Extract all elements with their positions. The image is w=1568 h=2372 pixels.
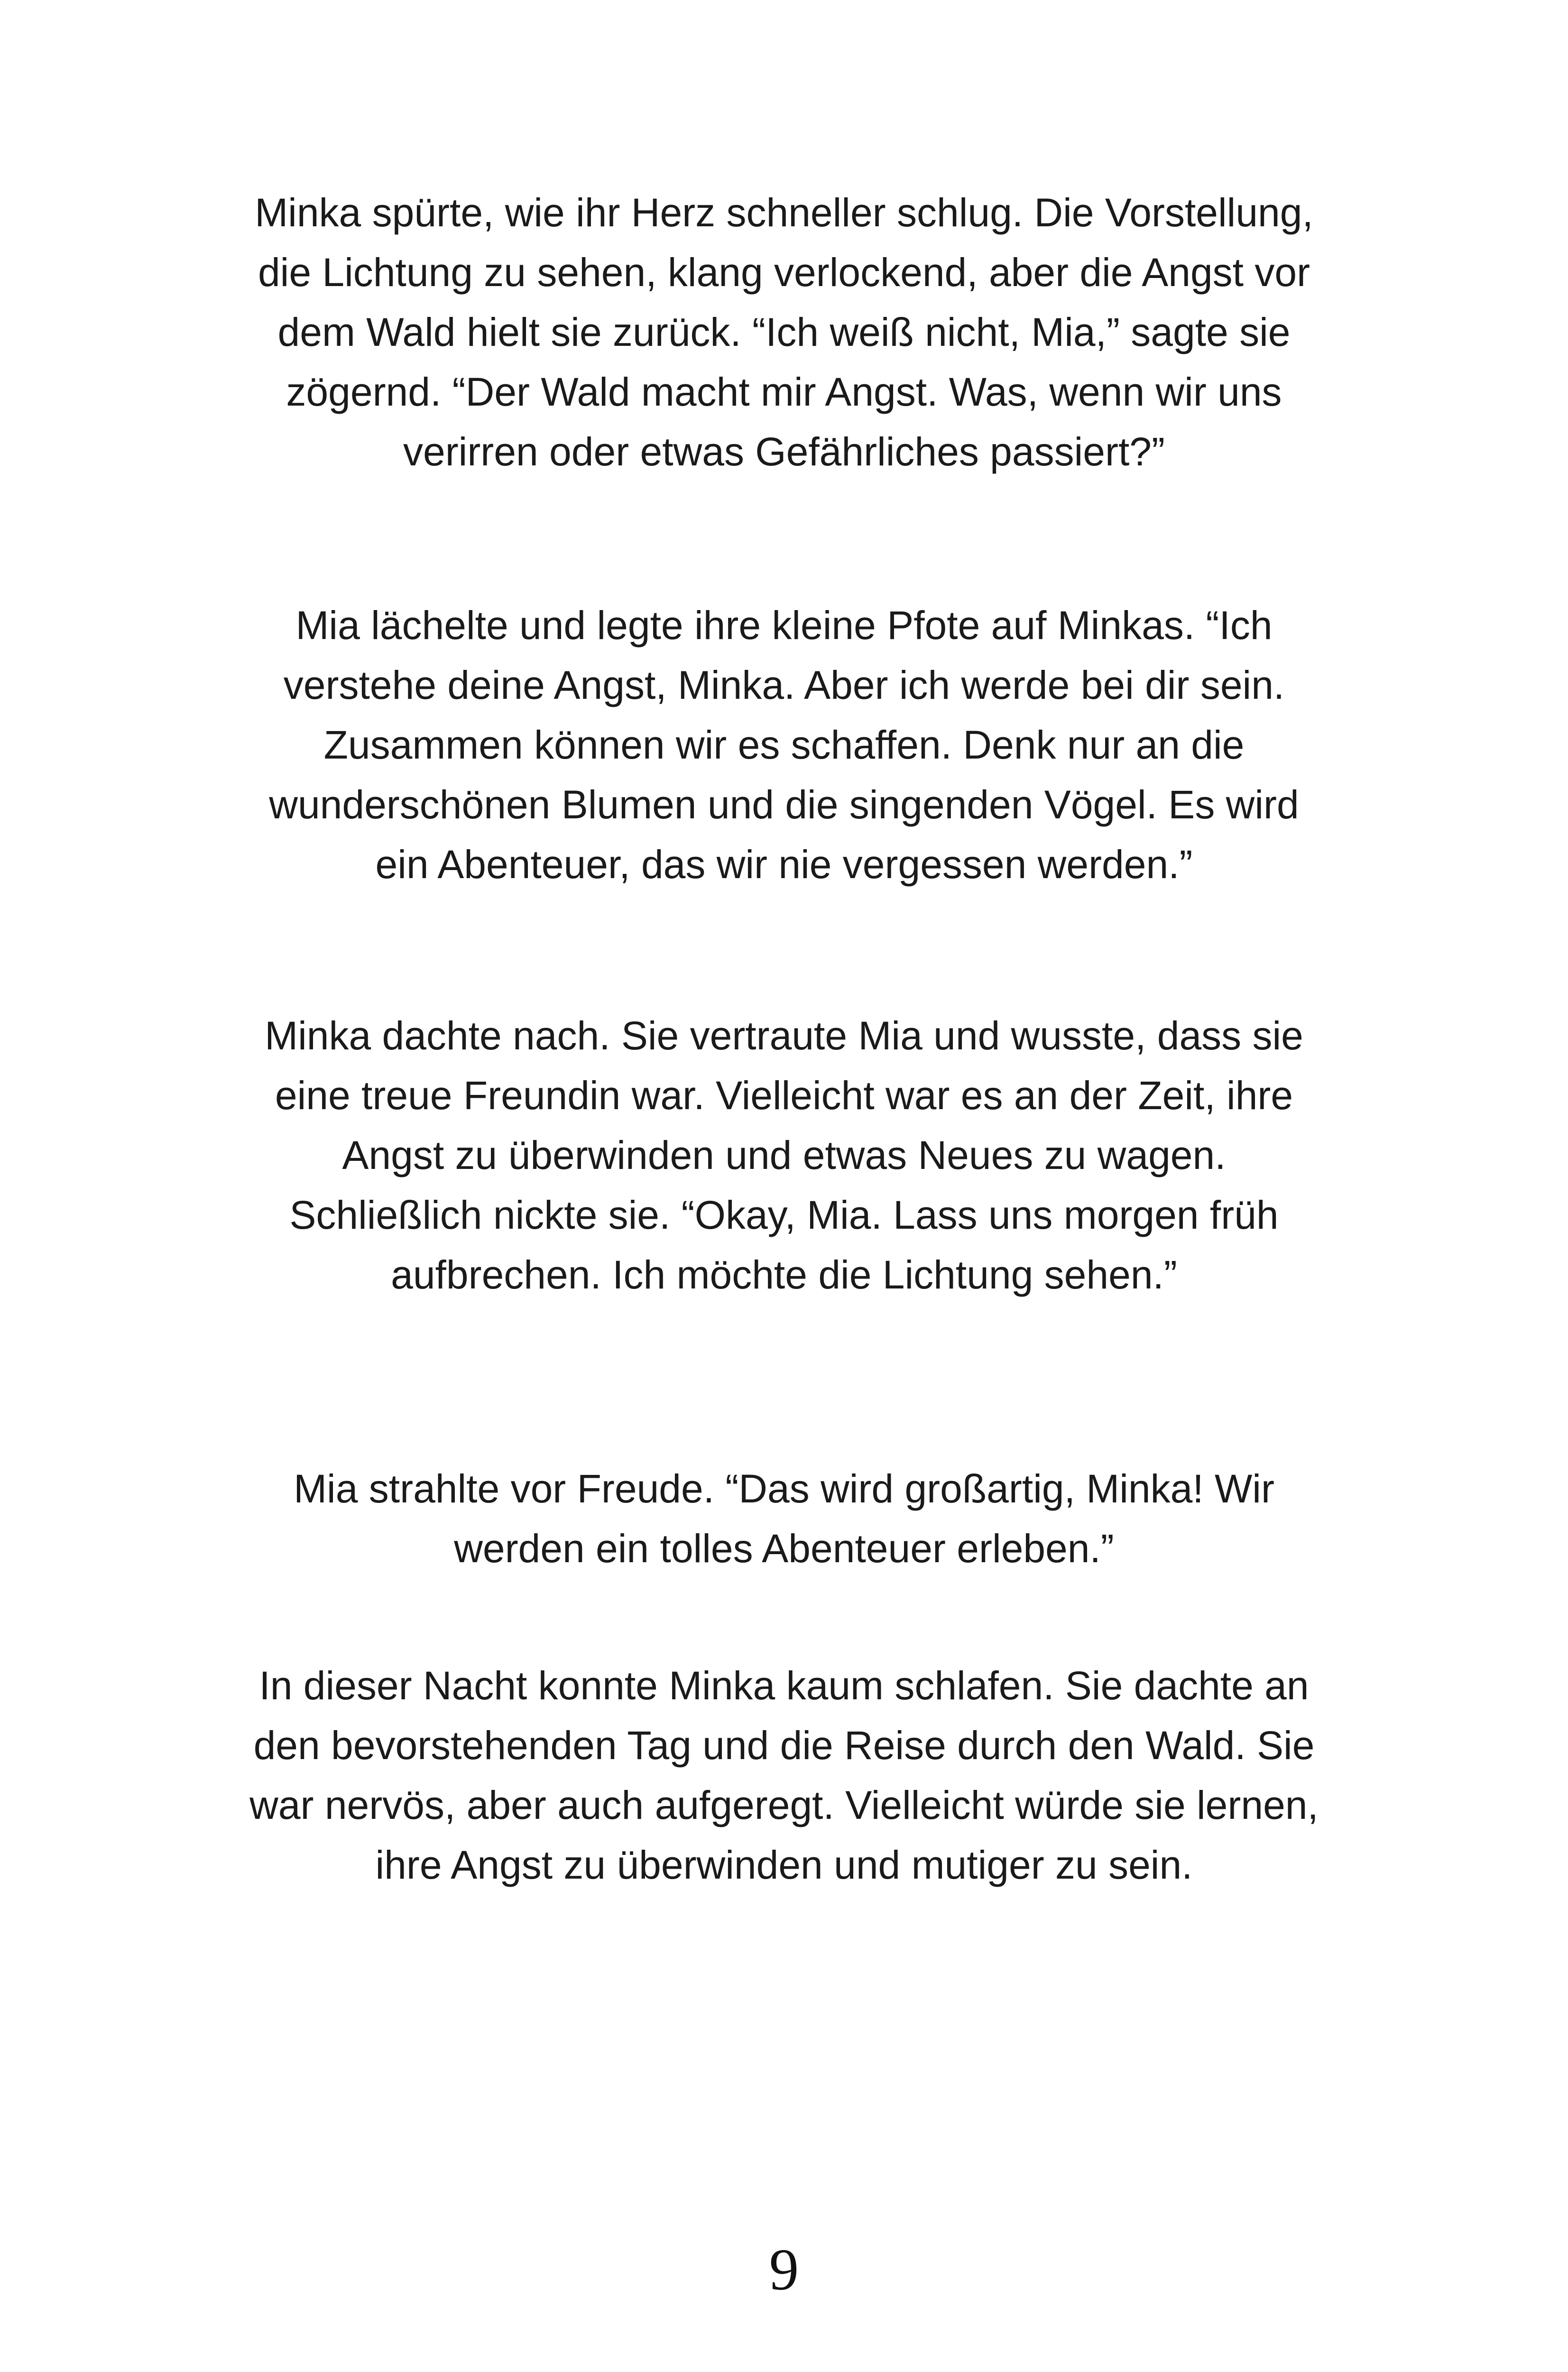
paragraph-line: werden ein tolles Abenteuer erleben.” [454, 1526, 1114, 1571]
paragraph-5 [142, 1656, 1426, 1895]
paragraph-line: Schließlich nickte sie. “Okay, Mia. Lass uns morgen früh [289, 1193, 1279, 1237]
page-number: 9 [769, 2237, 799, 2303]
paragraph-line: die Lichtung zu sehen, klang verlockend, aber die Angst vor [258, 250, 1310, 295]
paragraph-1 [142, 183, 1426, 482]
paragraph-4 [142, 1459, 1426, 1578]
paragraph-line: Mia strahlte vor Freude. “Das wird großartig, Minka! Wir [294, 1466, 1274, 1511]
paragraph-line: Minka dachte nach. Sie vertraute Mia und wusste, dass sie [265, 1013, 1303, 1058]
paragraph-line: ihre Angst zu überwinden und mutiger zu sein. [375, 1843, 1193, 1887]
paragraph-line: Minka spürte, wie ihr Herz schneller schlug. Die Vorstellung, [255, 190, 1313, 235]
paragraph-line: den bevorstehenden Tag und die Reise durch den Wald. Sie [253, 1723, 1315, 1768]
paragraph-line: aufbrechen. Ich möchte die Lichtung sehen.” [391, 1252, 1177, 1297]
paragraph-line: verstehe deine Angst, Minka. Aber ich werde bei dir sein. [283, 663, 1285, 707]
paragraph-line: zögernd. “Der Wald macht mir Angst. Was, wenn wir uns [286, 370, 1282, 414]
paragraph-line: verirren oder etwas Gefährliches passiert?” [403, 429, 1165, 474]
paragraph-line: war nervös, aber auch aufgeregt. Vielleicht würde sie lernen, [249, 1783, 1319, 1827]
paragraph-line: wunderschönen Blumen und die singenden Vögel. Es wird [269, 782, 1299, 827]
paragraph-line: dem Wald hielt sie zurück. “Ich weiß nicht, Mia,” sagte sie [277, 310, 1291, 354]
paragraph-line: Mia lächelte und legte ihre kleine Pfote auf Minkas. “Ich [295, 603, 1273, 648]
paragraph-line: eine treue Freundin war. Vielleicht war es an der Zeit, ihre [275, 1073, 1293, 1118]
paragraph-line: ein Abenteuer, das wir nie vergessen werden.” [375, 842, 1193, 887]
paragraph-line: Angst zu überwinden und etwas Neues zu wagen. [342, 1133, 1226, 1177]
paragraph-2 [142, 595, 1426, 894]
paragraph-line: Zusammen können wir es schaffen. Denk nur an die [323, 723, 1245, 767]
paragraph-3 [142, 1006, 1426, 1305]
paragraph-line: In dieser Nacht konnte Minka kaum schlafen. Sie dachte an [259, 1663, 1309, 1708]
